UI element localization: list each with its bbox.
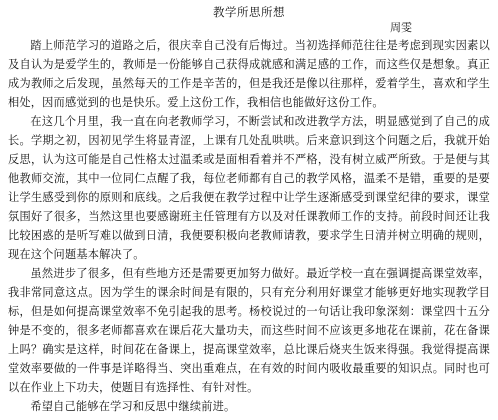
document-title: 教学所思所想 (213, 5, 285, 19)
paragraph-3: 虽然进步了很多，但有些地方还是需要更加努力做好。最近学校一直在强调提高课堂效率，我非常同意这点。因为学生的课余时间是有限的，只有充分利用好课堂才能够更好地实现教学目标，但是如何提高课堂效率不免引起我的思考。杨校说过的一句话让我印象深刻：课堂四十五分钟是不变的，很多老师都喜欢在课后花大量功夫，而这些时间不应该更多地花在课前，花在备课上吗？确实是这样，时间花在备课上，提高课堂效率，总比课后烧夹生饭来得强。我觉得提高课堂效率要做的一件事是详略得当、突出重难点，在有效的时间内吸收最重要的知识点。同时也可以在作业上下功夫，使题目有选择性、有针对性。 (8, 267, 490, 394)
paragraph-1: 踏上师范学习的道路之后，很庆幸自己没有后悔过。当初选择师范往往是考虑到现实因素以及自认为是爱学生的，教师是一份能够自己获得成就感和满足感的工作，而这些仅是想象。真正成为教师之后发现，虽然每天的工作是辛苦的，但是我还是像以往那样，爱着学生，喜欢和学生相处，因而感觉到的也是快乐。爱上这份工作，我相信也能做好这份工作。 (8, 39, 490, 109)
paragraph-2: 在这几个月里，我一直在向老教师学习，不断尝试和改进教学方法，明显感觉到了自己的成长。学期之初，因初见学生将显青涩，上课有几处乱哄哄。后来意识到这个问题之后，我就开始反思，认为这可能是自己性格太过温柔或是面相看着并不严格，没有树立威严所致。于是便与其他教师交流，其中一位同仁点醒了我，每位老师都有自己的教学风格，温柔不是错，重要的是要让学生感受到你的原则和底线。之后我便在教学过程中让学生逐渐感受到课堂纪律的要求，课堂氛围好了很多，当然这里也要感谢班主任管理有方以及对任课教师工作的支持。前段时间还让我比较困惑的是听写难以做到日清，我便要积极向老教师请教，要求学生日清并树立明确的规则，现在这个问题基本解决了。 (8, 115, 490, 261)
author-name: 周雯 (390, 21, 412, 34)
paragraph-4: 希望自己能够在学习和反思中继续前进。 (30, 400, 236, 413)
